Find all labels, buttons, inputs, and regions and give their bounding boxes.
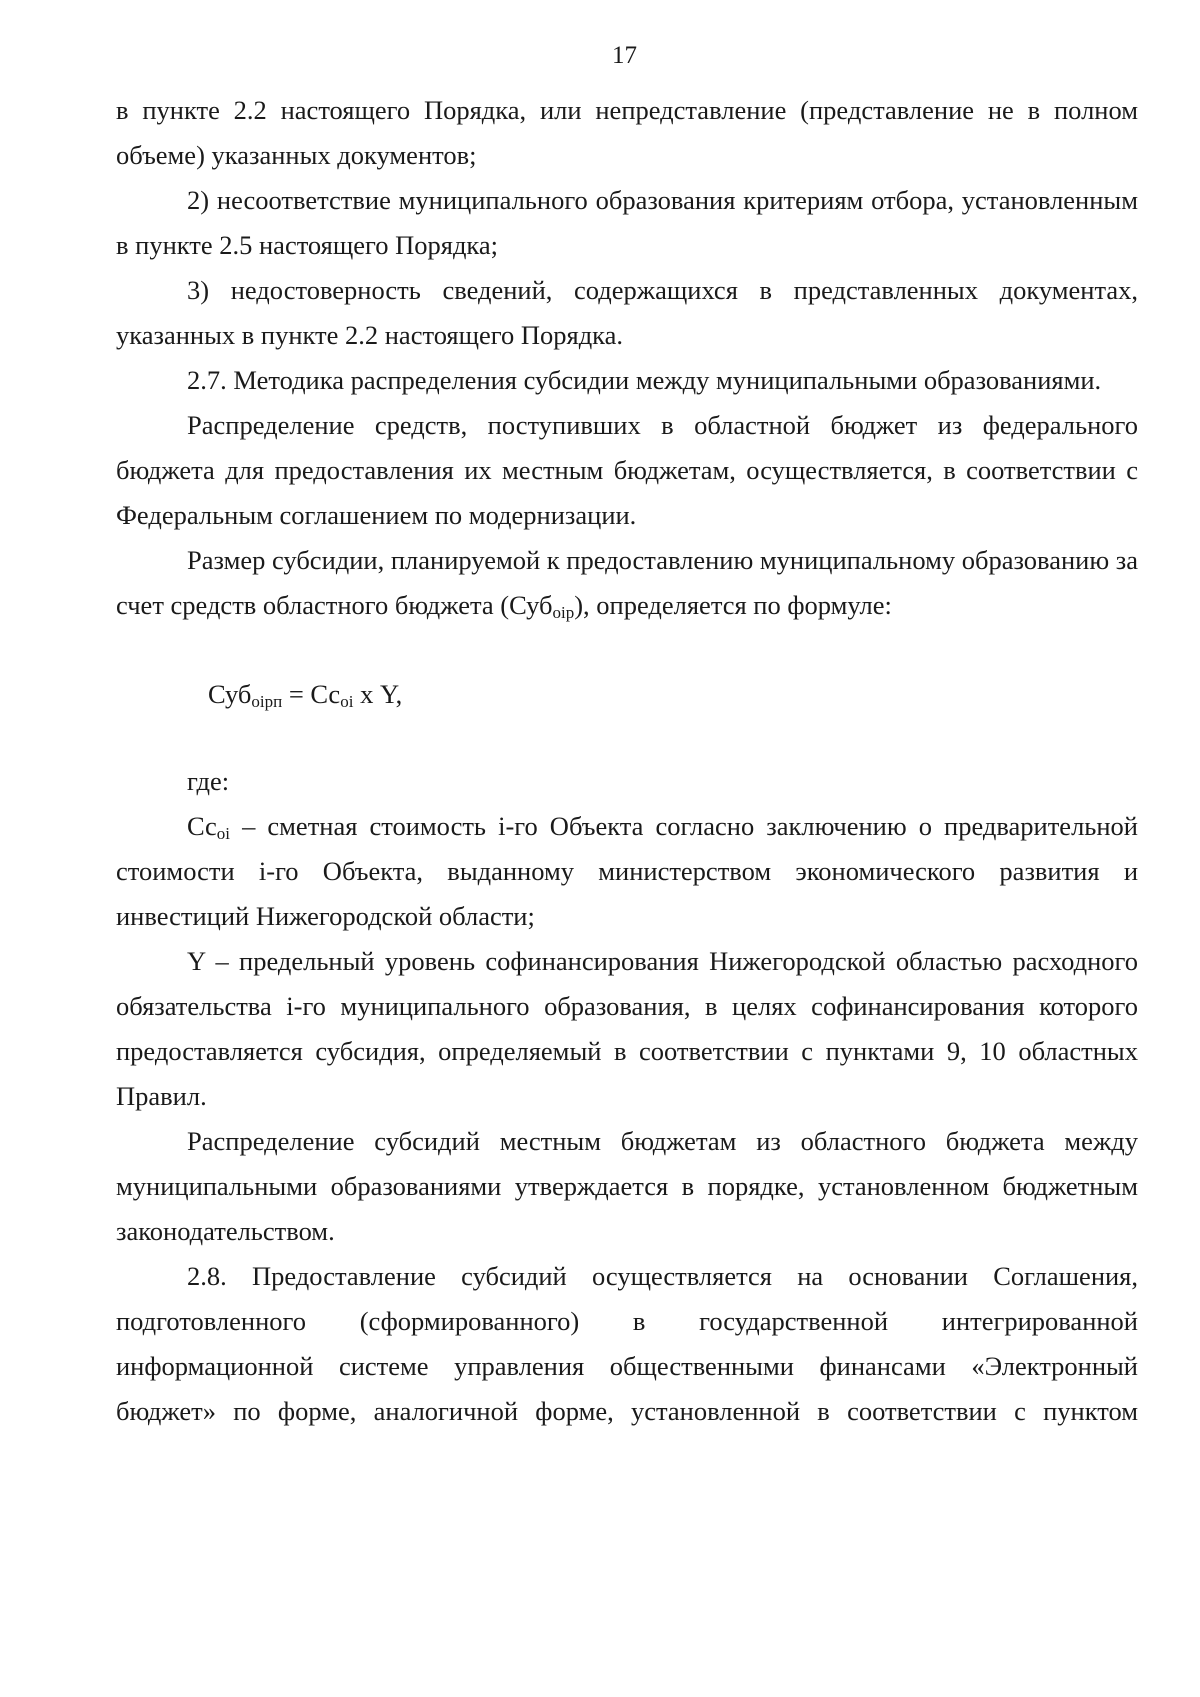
section-heading-2-7: 2.7. Методика распределения субсидии между муниципальными образованиями. (187, 365, 1102, 395)
subscript: оiр (552, 603, 575, 622)
where-label: где: (187, 766, 230, 796)
definition-cc-symbol: Сс (187, 811, 217, 841)
definition-cc (116, 804, 1138, 939)
subsidy-size-tail: ), определяется по формуле: (574, 590, 892, 620)
definition-y: Y – предельный уровень софинансирования Нижегородской областью расходного обязательства i-го муниципального образования, в целях софинансирования которого предоставляется субсидия, определяемый в соответствии с пунктами 9, 10 областных Правил. (116, 946, 1138, 1111)
definition-cc-subscript: оi (216, 824, 230, 843)
formula-left-subscript: оiрп (251, 692, 283, 711)
formula-left: Суб (208, 679, 252, 709)
page-number: 17 (612, 42, 637, 69)
subsidy-size-text: Размер субсидии, планируемой к предоставлению муниципальному образованию за счет средств областного бюджета (Суб (116, 545, 1138, 620)
formula-tail: х Y, (353, 679, 403, 709)
section-2-8: 2.8. Предоставление субсидий осуществляется на основании Соглашения, подготовленного (сформированного) в государственной интегрированной информационной системе управления общественными финансами «Электронный бюджет» по форме, аналогичной форме, установленной в соответствии с пунктом (116, 1261, 1138, 1426)
formula-right-subscript: оi (340, 692, 354, 711)
paragraph-continuation: в пункте 2.2 настоящего Порядка, или непредставление (представление не в полном объеме) указанных документов; (116, 95, 1138, 170)
formula (116, 672, 1138, 717)
paragraph-distribution: Распределение средств, поступивших в областной бюджет из федерального бюджета для предоставления их местным бюджетам, осуществляется, в соответствии с Федеральным соглашением по модернизации. (116, 410, 1138, 530)
paragraph-subsidy-size (116, 538, 1138, 628)
definition-cc-text: – сметная стоимость i-го Объекта согласно заключению о предварительной стоимости i-го Объекта, выданному министерством экономического развития и инвестиций Нижегородской области; (116, 811, 1138, 931)
formula-equals: = Сс (282, 679, 341, 709)
paragraph-distribution-approval: Распределение субсидий местным бюджетам из областного бюджета между муниципальными образованиями утверждается в порядке, установленном бюджетным законодательством. (116, 1126, 1138, 1246)
list-item-3: 3) недостоверность сведений, содержащихся в представленных документах, указанных в пункте 2.2 настоящего Порядка. (116, 275, 1138, 350)
document-body (116, 88, 1138, 1434)
list-item-2: 2) несоответствие муниципального образования критериям отбора, установленным в пункте 2.5 настоящего Порядка; (116, 185, 1138, 260)
